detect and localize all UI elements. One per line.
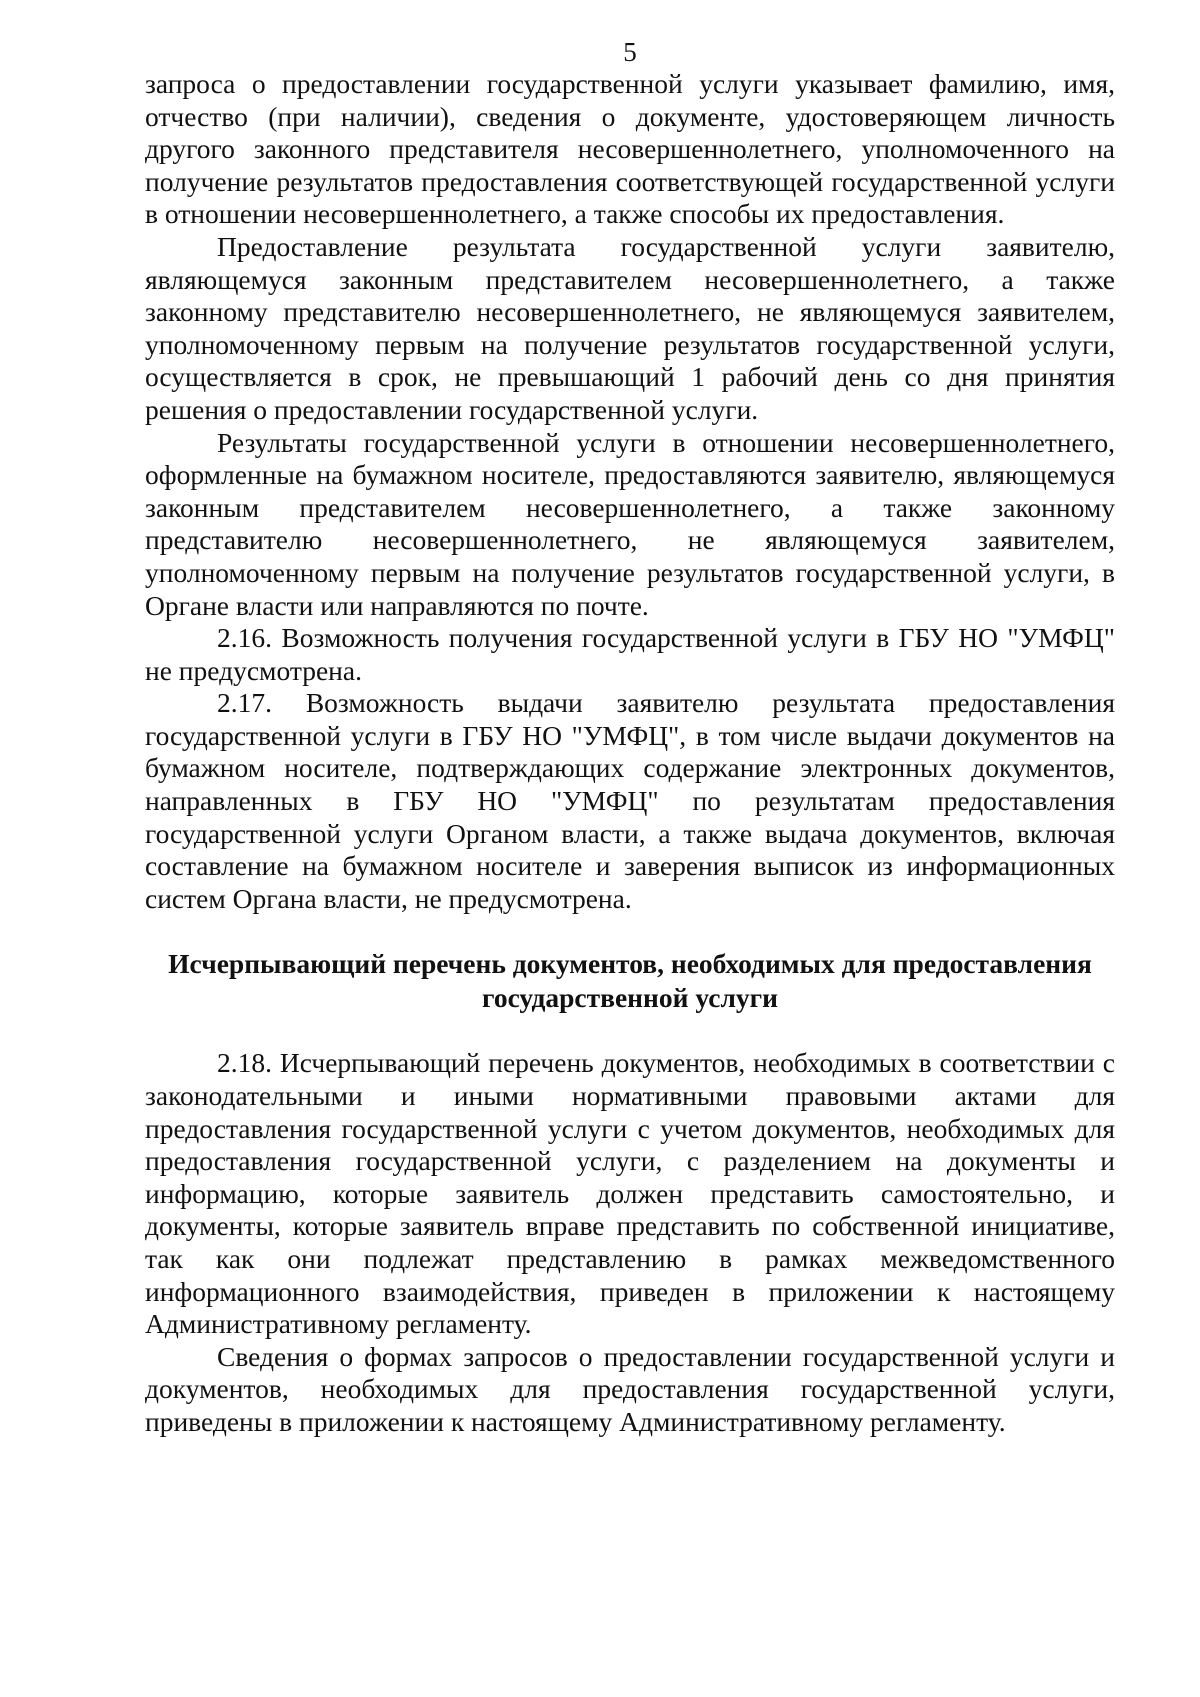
paragraph-2-16: 2.16. Возможность получения государственной услуги в ГБУ НО "УМФЦ" не предусмотрена. <box>145 622 1115 686</box>
section-heading-line-2: государственной услуги <box>482 982 778 1014</box>
paragraph-2-18: 2.18. Исчерпывающий перечень документов, необходимых в соответствии с законодательными и иными нормативными правовыми актами для предоставления государственной услуги с учетом документов, необходимых для предоставления государственной услуги, с разделением на документы и информацию, которые заявитель должен представить самостоятельно, и документы, которые заявитель вправе представить по собственной инициативе, так как они подлежат представлению в рамках межведомственного информационного взаимодействия, приведен в приложении к настоящему Административному регламенту. <box>145 1047 1115 1340</box>
paragraph-paper-results: Результаты государственной услуги в отношении несовершеннолетнего, оформленные на бумажном носителе, предоставляются заявителю, являющемуся законным представителем несовершеннолетнего, а также законному представителю несовершеннолетнего, не являющемуся заявителем, уполномоченному первым на получение результатов государственной услуги, в Органе власти или направляются по почте. <box>145 426 1115 621</box>
paragraph-forms-info: Сведения о формах запросов о предоставлении государственной услуги и документов, необходимых для предоставления государственной услуги, приведены в приложении к настоящему Административному регламенту. <box>145 1340 1115 1437</box>
paragraph-2-17: 2.17. Возможность выдачи заявителю результата предоставления государственной услуги в ГБУ НО "УМФЦ", в том числе выдачи документов на бумажном носителе, подтверждающих содержание электронных документов, направленных в ГБУ НО "УМФЦ" по результатам предоставления государственной услуги Органом власти, а также выдача документов, включая составление на бумажном носителе и заверения выписок из информационных систем Органа власти, не предусмотрена. <box>145 687 1115 914</box>
page-number: 5 <box>623 37 637 67</box>
paragraph-result-delivery-term: Предоставление результата государственной услуги заявителю, являющемуся законным представителем несовершеннолетнего, а также законному представителю несовершеннолетнего, не являющемуся заявителем, уполномоченному первым на получение результатов государственной услуги, осуществляется в срок, не превышающий 1 рабочий день со дня принятия решения о предоставлении государственной услуги. <box>145 230 1115 425</box>
section-heading-line-1: Исчерпывающий перечень документов, необходимых для предоставления <box>168 948 1092 980</box>
document-page <box>145 36 1115 1439</box>
paragraph-continuation: запроса о предоставлении государственной услуги указывает фамилию, имя, отчество (при наличии), сведения о документе, удостоверяющем личность другого законного представителя несовершеннолетнего, уполномоченного на получение результатов предоставления соответствующей государственной услуги в отношении несовершеннолетнего, а также способы их предоставления. <box>145 68 1115 230</box>
section-heading <box>145 947 1115 1015</box>
